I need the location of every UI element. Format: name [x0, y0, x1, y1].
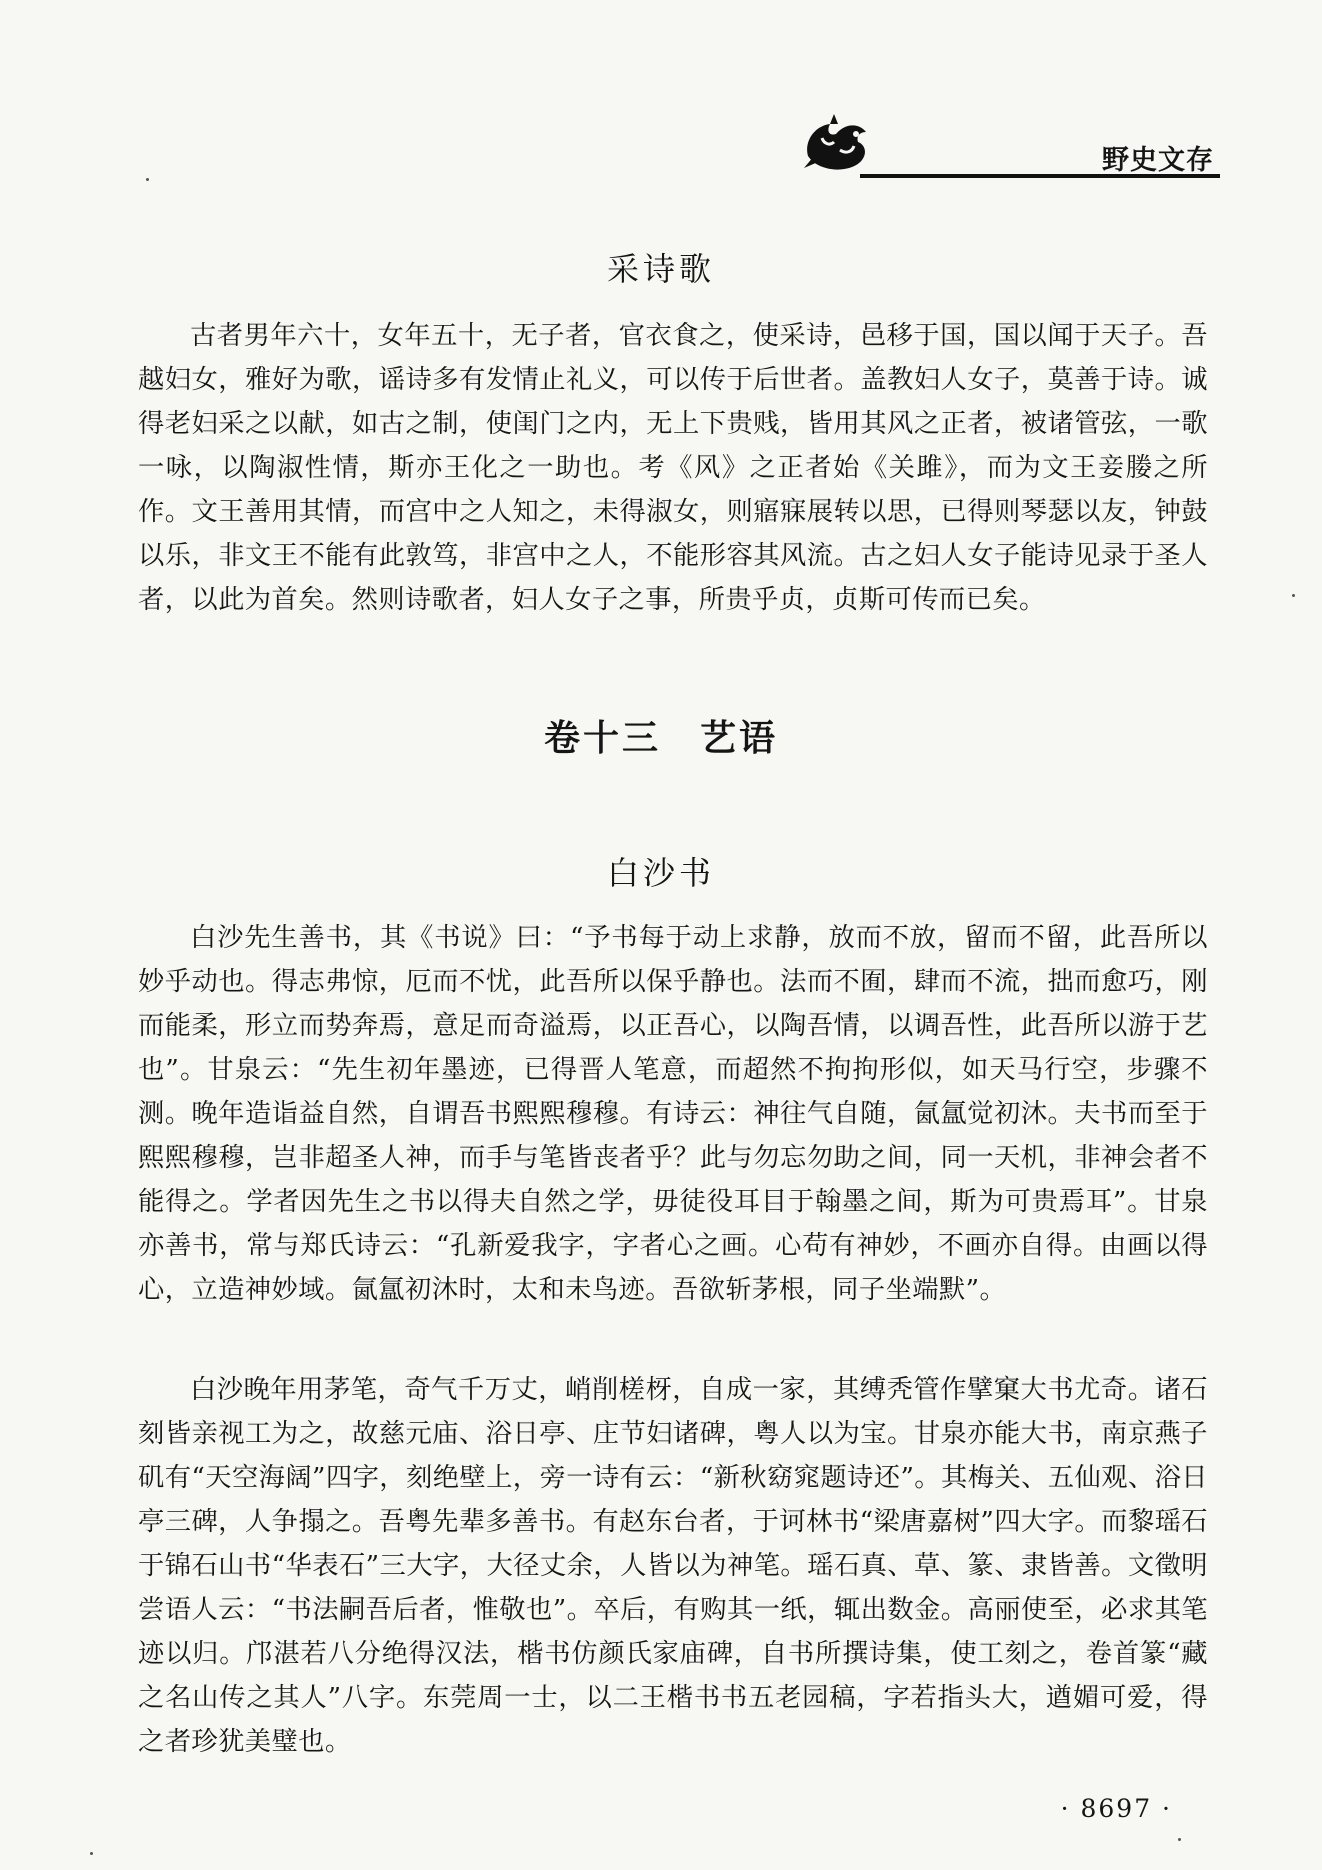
scan-speck: [1178, 1838, 1181, 1841]
chapter-title: 卷十三 艺语: [543, 718, 778, 759]
running-header: [800, 108, 1220, 188]
scan-speck: [146, 178, 149, 181]
scan-speck: [90, 1852, 93, 1855]
scan-speck: [1292, 594, 1295, 597]
page-number: · 8697 ·: [1060, 1794, 1172, 1823]
body-paragraph: 白沙先生善书，其《书说》曰：“予书每于动上求静，放而不放，留而不留，此吾所以妙乎动也。得志弗惊，厄而不忧，此吾所以保乎静也。法而不囿，肆而不流，拙而愈巧，刚而能柔，形立而势奔焉，意足而奇溢焉，以正吾心，以陶吾情，以调吾性，此吾所以游于艺也”。甘泉云：“先生初年墨迹，已得晋人笔意，而超然不拘拘形似，如天马行空，步骤不测。晚年造诣益自然，自谓吾书熙熙穆穆。有诗云：神往气自随，氤氲觉初沐。夫书而至于熙熙穆穆，岂非超圣人神，而手与笔皆丧者乎？此与勿忘勿助之间，同一天机，非神会者不能得之。学者因先生之书以得夫自然之学，毋徒役耳目于翰墨之间，斯为可贵焉耳”。甘泉亦善书，常与郑氏诗云：“孔新爱我字，字者心之画。心苟有神妙，不画亦自得。由画以得心，立造神妙域。氤氲初沐时，太和未鸟迹。吾欲斩茅根，同子坐端默”。: [138, 923, 1208, 1305]
body-paragraph: 古者男年六十，女年五十，无子者，官衣食之，使采诗，邑移于国，国以闻于天子。吾越妇女，雅好为歌，谣诗多有发情止礼义，可以传于后世者。盖教妇人女子，莫善于诗。诚得老妇采之以献，如古之制，使闺门之内，无上下贵贱，皆用其风之正者，被诸管弦，一歌一咏，以陶淑性情，斯亦王化之一助也。考《风》之正者始《关雎》，而为文王妾媵之所作。文王善用其情，而宫中之人知之，未得淑女，则寤寐展转以思，已得则琴瑟以友，钟鼓以乐，非文王不能有此敦笃，非宫中之人，不能形容其风流。古之妇人女子能诗见录于圣人者，以此为首矣。然则诗歌者，妇人女子之事，所贵乎贞，贞斯可传而已矣。: [138, 321, 1208, 615]
section-title-caishige: 采诗歌: [606, 250, 715, 288]
dragon-emblem-icon: [800, 112, 872, 176]
series-title: 野史文存: [1102, 145, 1214, 176]
body-paragraph: 白沙晚年用茅笔，奇气千万丈，峭削槎枒，自成一家，其缚秃管作擘窠大书尤奇。诸石刻皆亲视工为之，故慈元庙、浴日亭、庄节妇诸碑，粤人以为宝。甘泉亦能大书，南京燕子矶有“天空海阔”四字，刻绝壁上，旁一诗有云：“新秋窈窕题诗还”。其梅关、五仙观、浴日亭三碑，人争搨之。吾粤先辈多善书。有赵东台者，于诃林书“梁唐嘉树”四大字。而黎瑶石于锦石山书“华表石”三大字，大径丈余，人皆以为神笔。瑶石真、草、篆、隶皆善。文徵明尝语人云：“书法嗣吾后者，惟敬也”。卒后，有购其一纸，辄出数金。高丽使至，必求其笔迹以归。邝湛若八分绝得汉法，楷书仿颜氏家庙碑，自书所撰诗集，使工刻之，卷首篆“藏之名山传之其人”八字。东莞周一士，以二王楷书书五老园稿，字若指头大，遒媚可爱，得之者珍犹美璧也。: [138, 1375, 1208, 1757]
section-title-baishashu: 白沙书: [606, 854, 715, 892]
